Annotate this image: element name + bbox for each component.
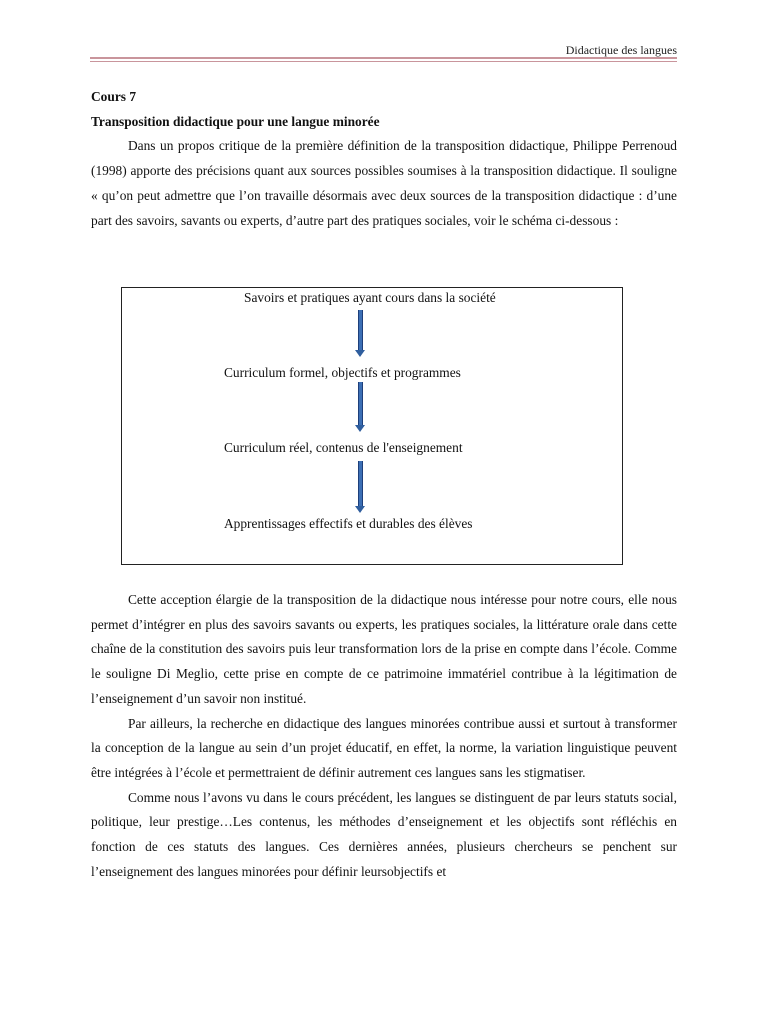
- course-number: Cours 7: [91, 89, 137, 104]
- header-rule-thin: [90, 61, 677, 62]
- transposition-schema: [121, 287, 623, 565]
- header-rule: [90, 57, 677, 59]
- down-arrow-icon: [356, 382, 364, 432]
- running-header: Didactique des langues: [565, 43, 677, 57]
- course-title: Transposition didactique pour une langue minorée: [91, 113, 380, 129]
- down-arrow-icon: [356, 310, 364, 357]
- schema-step-formal-curriculum: Curriculum formel, objectifs et programmes: [224, 365, 461, 380]
- body-section: [91, 588, 677, 884]
- down-arrow-icon: [356, 461, 364, 513]
- intro-section: [91, 85, 677, 233]
- schema-step-learning: Apprentissages effectifs et durables des élèves: [224, 516, 473, 531]
- body-paragraph-2: Par ailleurs, la recherche en didactique des langues minorées contribue aussi et surtout à transformer la conception de la langue au sein d’un projet éducatif, en effet, la norme, la variation linguistique peuvent être intégrées à l’école et permettraient de définir autrement ces langues sans les stigmatiser.: [91, 715, 677, 780]
- body-paragraph-3: Comme nous l’avons vu dans le cours précédent, les langues se distinguent de par leurs statuts social, politique, leur prestige…Les contenus, les méthodes d’enseignement et les objectifs sont réfléchis en fonction de ces statuts des langues. Ces dernières années, plusieurs chercheurs se penchent sur l’enseignement des langues minorées pour définir leursobjectifs et: [91, 789, 677, 879]
- intro-paragraph: Dans un propos critique de la première définition de la transposition didactique, Philippe Perrenoud (1998) apporte des précisions quant aux sources possibles soumises à la transposition didactique. Il souligne « qu’on peut admettre que l’on travaille désormais avec deux sources de la transposition didactique : d’une part des savoirs, savants ou experts, d’autre part des pratiques sociales, voir le schéma ci-dessous :: [91, 138, 677, 228]
- schema-step-society: Savoirs et pratiques ayant cours dans la société: [244, 290, 496, 305]
- schema-step-real-curriculum: Curriculum réel, contenus de l'enseignement: [224, 440, 463, 455]
- body-paragraph-1: Cette acception élargie de la transposition de la didactique nous intéresse pour notre cours, elle nous permet d’intégrer en plus des savoirs savants ou experts, les pratiques sociales, la littérature orale dans cette chaîne de la constitution des savoirs puis leur transformation lors de la prise en compte dans l’école. Comme le souligne Di Meglio, cette prise en compte de ce patrimoine immatériel contribue à la légitimation de l’enseignement d’un savoir non institué.: [91, 592, 677, 706]
